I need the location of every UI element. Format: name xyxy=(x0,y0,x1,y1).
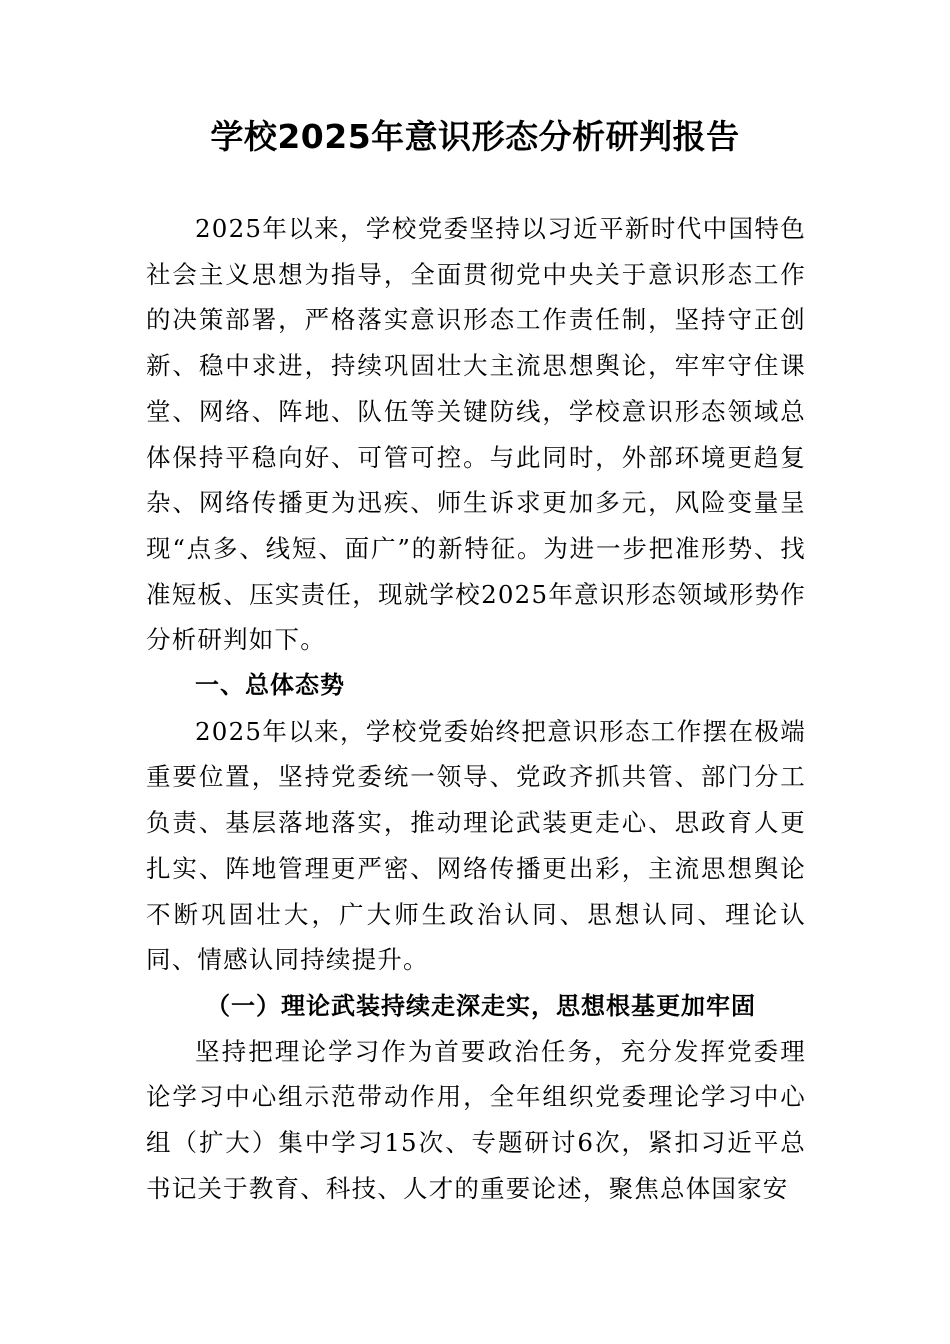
intro-paragraph: 2025年以来，学校党委坚持以习近平新时代中国特色社会主义思想为指导，全面贯彻党中央关于意识形态工作的决策部署，严格落实意识形态工作责任制，坚持守正创新、稳中求进，持续巩固壮大主流思想舆论，牢牢守住课堂、网络、阵地、队伍等关键防线，学校意识形态领域总体保持平稳向好、可管可控。与此同时，外部环境更趋复杂、网络传播更为迅疾、师生诉求更加多元，风险变量呈现“点多、线短、面广”的新特征。为进一步把准形势、找准短板、压实责任，现就学校2025年意识形态领域形势作分析研判如下。 xyxy=(146,214,806,655)
document-body xyxy=(146,206,806,1211)
section-heading-overall: 一、总体态势 xyxy=(195,671,345,700)
section-overall-paragraph: 2025年以来，学校党委始终把意识形态工作摆在极端重要位置，坚持党委统一领导、党政齐抓共管、部门分工负责、基层落地落实，推动理论武装更走心、思政育人更扎实、阵地管理更严密、网络传播更出彩，主流思想舆论不断巩固壮大，广大师生政治认同、思想认同、理论认同、情感认同持续提升。 xyxy=(146,716,806,975)
document-title: 学校2025年意识形态分析研判报告 xyxy=(210,117,740,156)
subsection-theory-paragraph: 坚持把理论学习作为首要政治任务，充分发挥党委理论学习中心组示范带动作用，全年组织党委理论学习中心组（扩大）集中学习15次、专题研讨6次，紧扣习近平总书记关于教育、科技、人才的重要论述，聚焦总体国家安 xyxy=(146,1036,806,1203)
subsection-heading-theory: （一）理论武装持续走深走实，思想根基更加牢固 xyxy=(206,990,756,1020)
